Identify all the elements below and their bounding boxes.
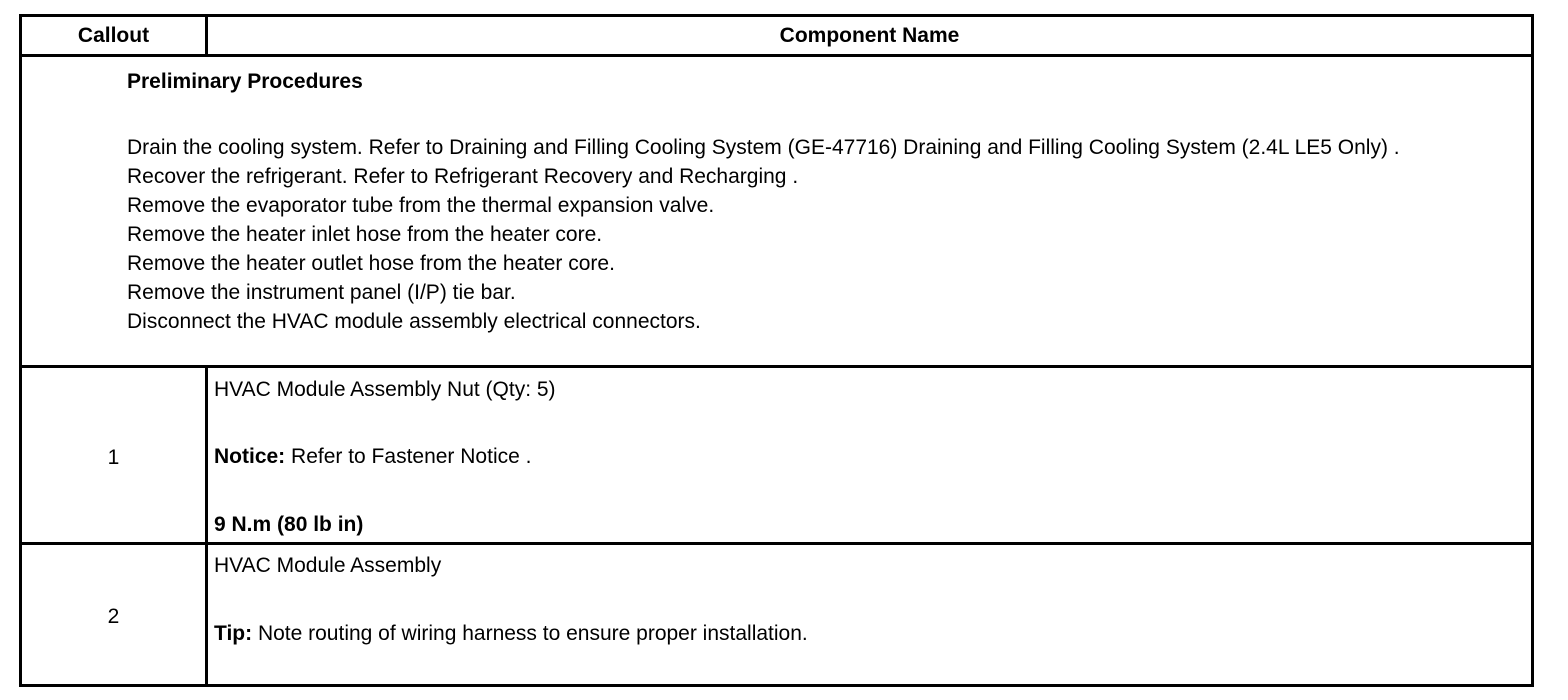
procedure-step: Remove the heater inlet hose from the heater core. bbox=[127, 223, 603, 246]
procedure-step: Remove the evaporator tube from the thermal expansion valve. bbox=[127, 194, 715, 217]
procedure-step: Drain the cooling system. Refer to Draining and Filling Cooling System (GE-47716) Draining and Filling Cooling System (2.4L LE5 Only) . bbox=[127, 136, 1400, 159]
procedure-step: Remove the heater outlet hose from the heater core. bbox=[127, 252, 615, 275]
callout-number: 1 bbox=[107, 446, 120, 469]
procedure-step: Remove the instrument panel (I/P) tie bar. bbox=[127, 281, 516, 304]
torque-spec: 9 N.m (80 lb in) bbox=[214, 513, 364, 536]
component-name: HVAC Module Assembly bbox=[214, 554, 442, 577]
component-name-column-header: Component Name bbox=[779, 23, 960, 47]
column-divider bbox=[205, 545, 208, 684]
component-name-cell bbox=[214, 545, 1521, 684]
tip-text: Note routing of wiring harness to ensure proper installation. bbox=[252, 622, 808, 645]
procedure-step: Recover the refrigerant. Refer to Refrigerant Recovery and Recharging . bbox=[127, 165, 799, 188]
callout-column-header: Callout bbox=[77, 23, 150, 47]
table-row bbox=[22, 368, 1531, 545]
tip-label: Tip: bbox=[214, 622, 253, 645]
tip-line bbox=[214, 622, 808, 646]
preliminary-procedures-title: Preliminary Procedures bbox=[127, 70, 363, 93]
notice-label: Notice: bbox=[214, 445, 286, 468]
procedure-step: Disconnect the HVAC module assembly electrical connectors. bbox=[127, 310, 701, 333]
table-row bbox=[22, 545, 1531, 684]
component-name: HVAC Module Assembly Nut (Qty: 5) bbox=[214, 378, 556, 401]
preliminary-procedures-row bbox=[22, 57, 1531, 368]
preliminary-procedures bbox=[127, 67, 1515, 336]
component-table bbox=[19, 14, 1534, 687]
notice-line bbox=[214, 445, 531, 469]
component-name-cell bbox=[214, 368, 1521, 542]
callout-number: 2 bbox=[107, 605, 120, 628]
notice-text: Refer to Fastener Notice . bbox=[285, 445, 532, 468]
table-header-row bbox=[22, 17, 1531, 57]
column-divider bbox=[205, 368, 208, 542]
